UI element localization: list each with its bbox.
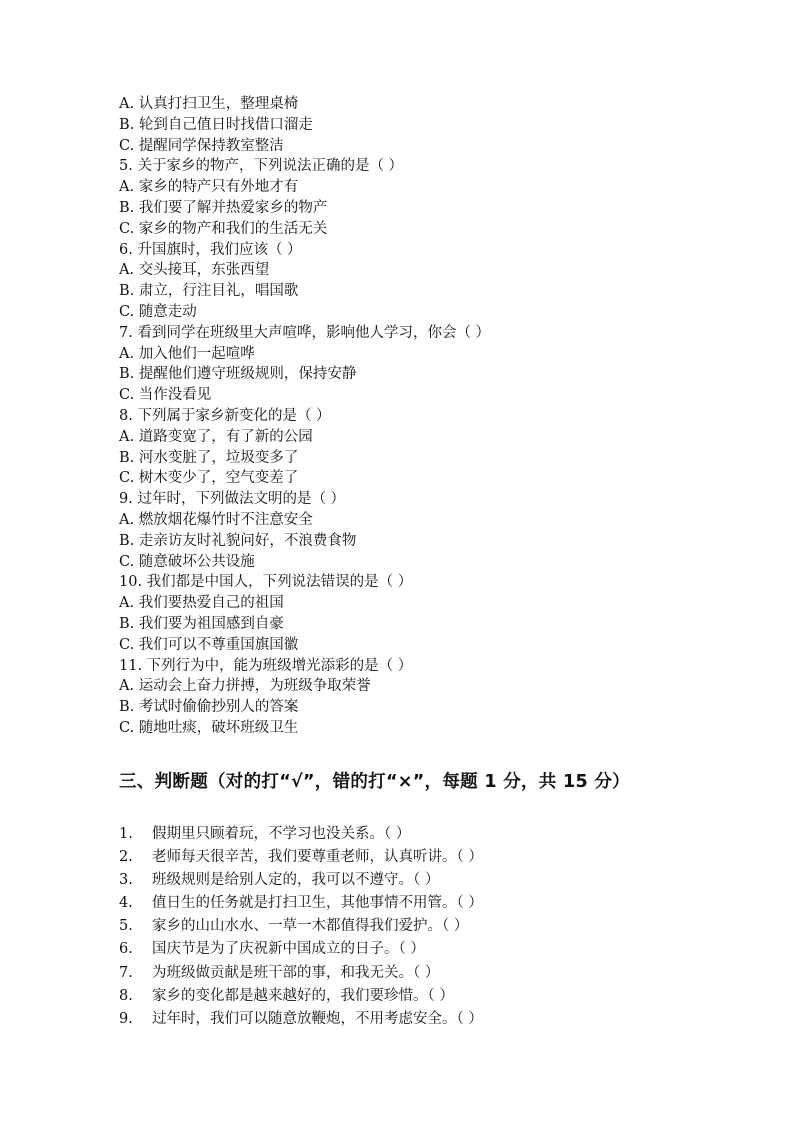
option-line: A. 交头接耳，东张西望 [119,262,270,279]
option-line: B. 考试时偷偷抄别人的答案 [119,699,299,716]
true-false-item [119,985,739,1008]
item-text: 值日生的任务就是打扫卫生，其他事情不用管。（ ） [152,895,483,912]
item-text: 假期里只顾着玩，不学习也没关系。（ ） [152,826,411,842]
item-number: 8. [119,987,133,1004]
question-stem: 11. 下列行为中，能为班级增光添彩的是（ ） [119,657,413,674]
question-stem: 5. 关于家乡的物产，下列说法正确的是（ ） [119,158,404,175]
option-line: B. 我们要了解并热爱家乡的物产 [119,199,328,216]
option-line: C. 随意破坏公共设施 [119,553,255,570]
option-line: A. 运动会上奋力拼搏，为班级争取荣誉 [119,678,371,695]
question-stem: 6. 升国旗时，我们应该（ ） [119,241,302,258]
true-false-item [119,846,739,869]
item-text: 国庆节是为了庆祝新中国成立的日子。（ ） [152,941,425,958]
option-line: B. 走亲访友时礼貌问好，不浪费食物 [119,532,357,549]
item-number: 6. [119,941,133,958]
true-false-item [119,892,739,915]
item-text: 班级规则是给别人定的，我可以不遵守。（ ） [152,872,440,889]
item-number: 4. [119,895,133,912]
true-false-section [119,823,739,1031]
option-line: C. 随意走动 [119,303,197,320]
item-number: 7. [119,964,133,981]
option-line: B. 轮到自己值日时找借口溜走 [119,116,313,133]
option-line: C. 家乡的物产和我们的生活无关 [119,220,328,237]
option-line: A. 道路变宽了，有了新的公园 [119,428,313,445]
question-stem: 10. 我们都是中国人，下列说法错误的是（ ） [119,574,413,591]
section-title: 三、判断题（对的打“√”，错的打“×”，每题 1 分，共 15 分） [119,772,630,792]
option-line: B. 提醒他们遵守班级规则，保持安静 [119,366,357,383]
question-stem: 7. 看到同学在班级里大声喧哗，影响他人学习，你会（ ） [119,324,491,341]
option-line: B. 肃立，行注目礼，唱国歌 [119,283,299,300]
option-line: B. 我们要为祖国感到自豪 [119,615,284,632]
option-line: A. 燃放烟花爆竹时不注意安全 [119,511,313,528]
item-text: 家乡的山山水水、一草一木都值得我们爱护。（ ） [152,918,469,935]
question-stem: 8. 下列属于家乡新变化的是（ ） [119,407,331,424]
true-false-item [119,823,739,846]
true-false-item [119,915,739,938]
item-number: 5. [119,918,133,935]
item-text: 过年时，我们可以随意放鞭炮，不用考虑安全。（ ） [152,1010,483,1027]
true-false-item [119,869,739,892]
option-line: A. 加入他们一起喧哗 [119,345,255,362]
option-line: C. 随地吐痰，破坏班级卫生 [119,719,299,736]
option-line: C. 我们可以不尊重国旗国徽 [119,636,299,653]
item-number: 3. [119,872,133,889]
option-line: A. 家乡的特产只有外地才有 [119,179,299,196]
option-line: C. 提醒同学保持教室整洁 [119,137,284,154]
item-text: 为班级做贡献是班干部的事，和我无关。（ ） [152,964,440,981]
question-stem: 9. 过年时，下列做法文明的是（ ） [119,491,346,508]
true-false-item [119,962,739,985]
item-number: 2. [119,849,133,866]
option-line: C. 树木变少了，空气变差了 [119,470,299,487]
option-line: B. 河水变脏了，垃圾变多了 [119,449,299,466]
option-line: A. 认真打扫卫生，整理桌椅 [119,96,299,112]
item-text: 老师每天很辛苦，我们要尊重老师，认真听讲。（ ） [152,849,483,866]
item-text: 家乡的变化都是越来越好的，我们要珍惜。（ ） [152,987,454,1004]
true-false-item [119,938,739,961]
option-line: A. 我们要热爱自己的祖国 [119,595,284,612]
true-false-item [119,1008,739,1031]
item-number: 1. [119,826,133,842]
multiple-choice-section [119,94,719,739]
option-line: C. 当作没看见 [119,387,212,404]
item-number: 9. [119,1010,133,1027]
